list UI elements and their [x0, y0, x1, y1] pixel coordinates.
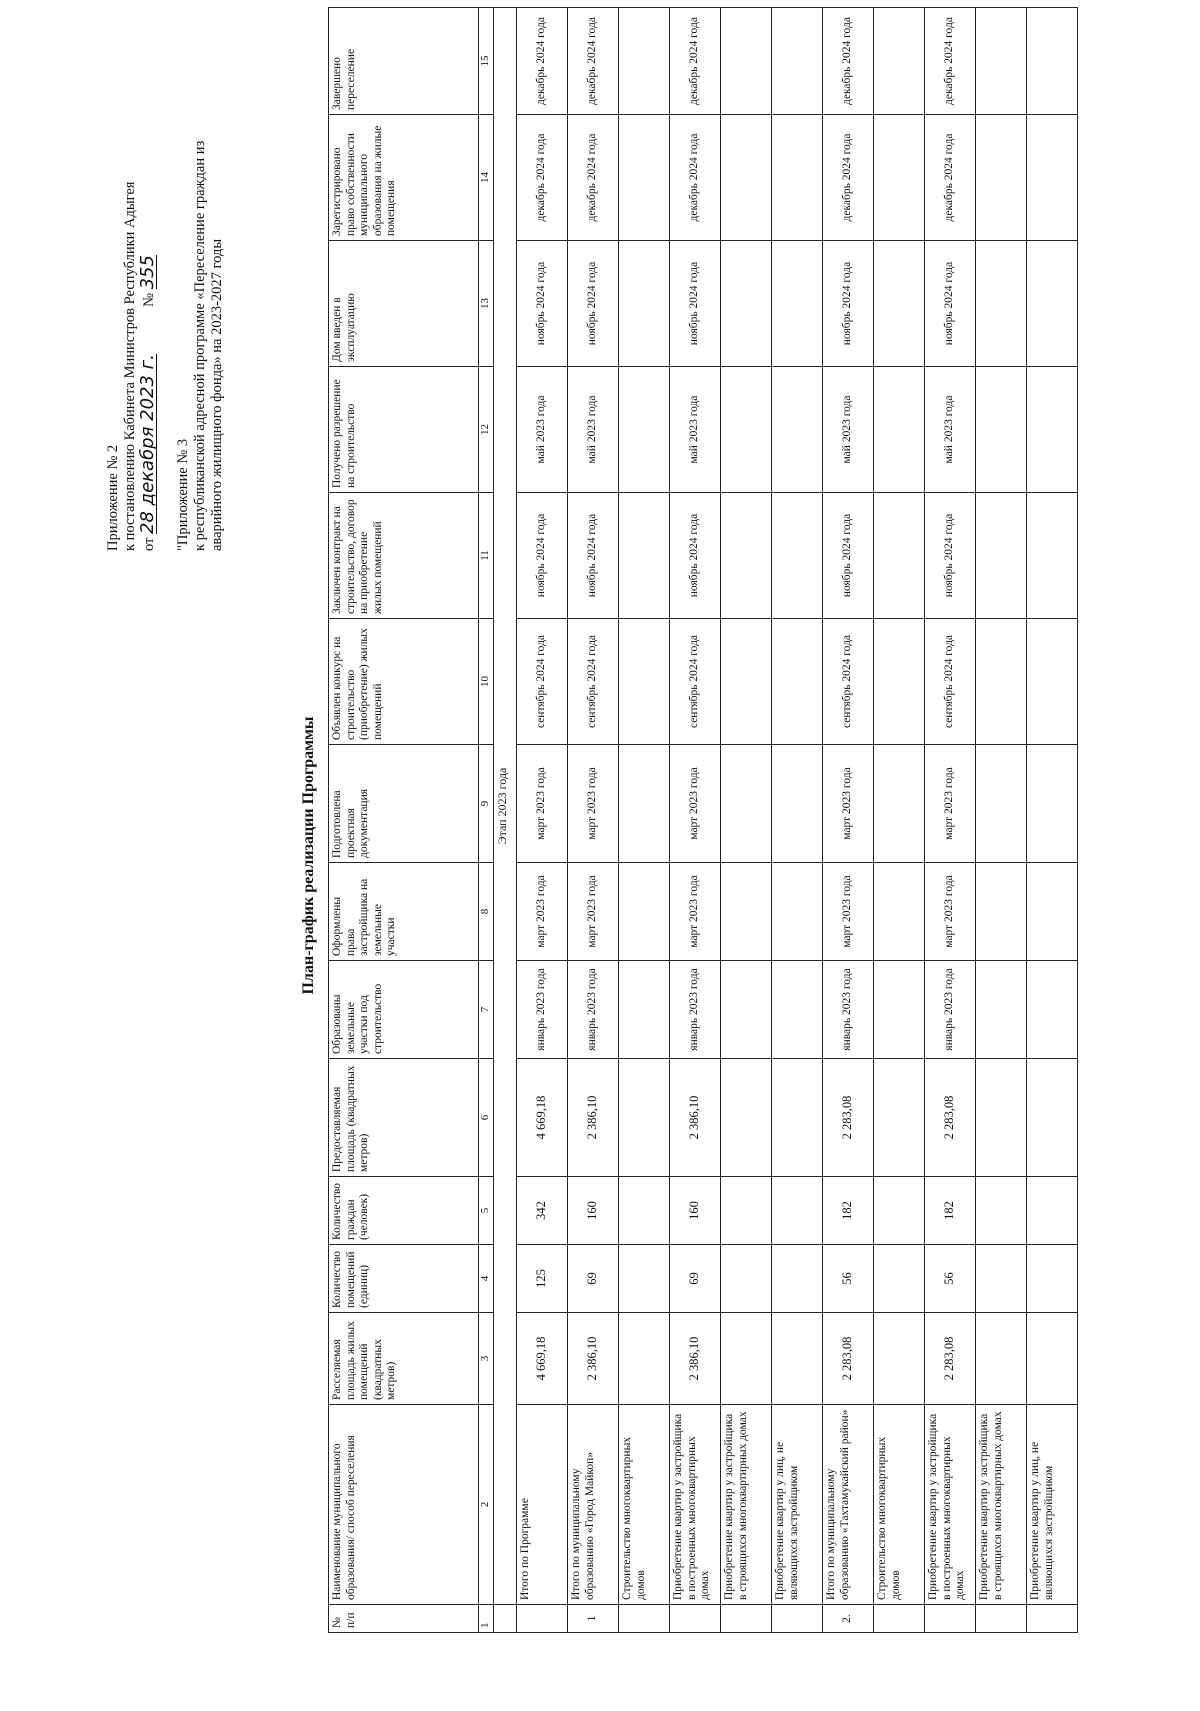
cell-units: 56	[823, 1245, 874, 1313]
column-number-9: 9	[479, 745, 494, 863]
cell-d7	[874, 961, 925, 1059]
column-header-10: Объявлен конкурс на строительство (приобретение) жилых помещений	[329, 619, 479, 745]
handwritten-number: 355	[137, 255, 158, 290]
cell-name: Приобретение квартир у лиц, не являющихся застройщиком	[1027, 1405, 1078, 1605]
cell-no	[1027, 1605, 1078, 1633]
cell-people: 182	[823, 1177, 874, 1245]
cell-units	[619, 1245, 670, 1313]
cell-people	[976, 1177, 1027, 1245]
document-header	[105, 31, 226, 551]
cell-no: 2.	[823, 1605, 874, 1633]
cell-no	[721, 1605, 772, 1633]
cell-d10: сентябрь 2024 года	[925, 619, 976, 745]
column-number-8: 8	[479, 863, 494, 961]
cell-people	[874, 1177, 925, 1245]
cell-no	[670, 1605, 721, 1633]
cell-d7: январь 2023 года	[670, 961, 721, 1059]
column-number-11: 11	[479, 493, 494, 619]
cell-d12	[1027, 367, 1078, 493]
cell-d12	[772, 367, 823, 493]
column-header-15: Завершено переселение	[329, 8, 479, 115]
cell-d12	[874, 367, 925, 493]
cell-d10	[976, 619, 1027, 745]
stage-label: Этап 2023 года	[494, 8, 517, 1605]
cell-no	[925, 1605, 976, 1633]
cell-people	[1027, 1177, 1078, 1245]
column-header-11: Заключен контракт на строительство, договор на приобретение жилых помещений	[329, 493, 479, 619]
cell-d13	[874, 241, 925, 367]
cell-d10: сентябрь 2024 года	[823, 619, 874, 745]
table-row	[1027, 8, 1078, 1633]
cell-d12: май 2023 года	[823, 367, 874, 493]
cell-no	[517, 1605, 568, 1633]
cell-d15: декабрь 2024 года	[823, 8, 874, 115]
column-number-2: 2	[479, 1405, 494, 1605]
number-prefix: №	[141, 293, 157, 307]
cell-d12	[976, 367, 1027, 493]
table-row	[568, 8, 619, 1633]
cell-d8	[721, 863, 772, 961]
cell-d15: декабрь 2024 года	[925, 8, 976, 115]
cell-d10	[721, 619, 772, 745]
cell-d7	[721, 961, 772, 1059]
cell-d9: март 2023 года	[517, 745, 568, 863]
cell-area	[976, 1313, 1027, 1405]
cell-name: Строительство многоквартирных домов	[874, 1405, 925, 1605]
table-header-row	[329, 8, 479, 1633]
cell-d14	[619, 115, 670, 241]
cell-area	[721, 1313, 772, 1405]
cell-units: 56	[925, 1245, 976, 1313]
cell-d14	[976, 115, 1027, 241]
cell-name: Итого по муниципальному образованию «Тахтамукайский район»	[823, 1405, 874, 1605]
cell-d9	[772, 745, 823, 863]
cell-provided	[976, 1059, 1027, 1177]
cell-name: Приобретение квартир у застройщика в построенных многоквартирных домах	[670, 1405, 721, 1605]
cell-d12: май 2023 года	[670, 367, 721, 493]
cell-no	[976, 1605, 1027, 1633]
cell-provided	[874, 1059, 925, 1177]
cell-d15	[619, 8, 670, 115]
cell-d11: ноябрь 2024 года	[670, 493, 721, 619]
cell-provided: 2 386,10	[670, 1059, 721, 1177]
table-row	[517, 8, 568, 1633]
cell-name: Приобретение квартир у застройщика в построенных многоквартирных домах	[925, 1405, 976, 1605]
cell-d13	[721, 241, 772, 367]
table-row	[874, 8, 925, 1633]
column-number-14: 14	[479, 115, 494, 241]
cell-d14: декабрь 2024 года	[823, 115, 874, 241]
cell-d14: декабрь 2024 года	[517, 115, 568, 241]
cell-d7: январь 2023 года	[823, 961, 874, 1059]
program-name-line: к республиканской адресной программе «Переселение граждан из	[192, 140, 208, 551]
cell-area	[619, 1313, 670, 1405]
cell-d7	[619, 961, 670, 1059]
cell-no	[619, 1605, 670, 1633]
cell-d11	[976, 493, 1027, 619]
table-row	[976, 8, 1027, 1633]
column-number-12: 12	[479, 367, 494, 493]
cell-no	[874, 1605, 925, 1633]
cell-area: 4 669,18	[517, 1313, 568, 1405]
cell-people	[772, 1177, 823, 1245]
cell-d12	[619, 367, 670, 493]
cell-d11	[619, 493, 670, 619]
cell-people	[721, 1177, 772, 1245]
column-number-7: 7	[479, 961, 494, 1059]
cell-d11	[874, 493, 925, 619]
cell-units: 69	[568, 1245, 619, 1313]
column-header-2: Наименование муниципального образования/ способ переселения	[329, 1405, 479, 1605]
cell-d14: декабрь 2024 года	[925, 115, 976, 241]
cell-d7: январь 2023 года	[925, 961, 976, 1059]
column-number-13: 13	[479, 241, 494, 367]
column-header-9: Подготовлена проектная документация	[329, 745, 479, 863]
cell-d8: март 2023 года	[670, 863, 721, 961]
program-years-line: аварийного жилищного фонда» на 2023-2027 годы	[209, 238, 225, 551]
column-number-row	[479, 8, 494, 1633]
cell-d9	[976, 745, 1027, 863]
cell-d13: ноябрь 2024 года	[670, 241, 721, 367]
cell-d13	[772, 241, 823, 367]
cell-people: 160	[670, 1177, 721, 1245]
cell-d13: ноябрь 2024 года	[925, 241, 976, 367]
cell-provided: 2 283,08	[925, 1059, 976, 1177]
column-header-1: № п/п	[329, 1605, 479, 1633]
cell-d9	[874, 745, 925, 863]
cell-area: 2 283,08	[823, 1313, 874, 1405]
column-header-14: Зарегистрировано право собственности муниципального образования на жилые помещения	[329, 115, 479, 241]
cell-no: 1	[568, 1605, 619, 1633]
cell-d9	[619, 745, 670, 863]
cell-area: 2 283,08	[925, 1313, 976, 1405]
cell-d8: март 2023 года	[823, 863, 874, 961]
cell-d15	[772, 8, 823, 115]
column-header-8: Оформлены права застройщика на земельные участки	[329, 863, 479, 961]
cell-d7: январь 2023 года	[568, 961, 619, 1059]
schedule-table	[328, 7, 1078, 1633]
document-title: План-график реализации Программы	[300, 716, 317, 995]
cell-d7	[976, 961, 1027, 1059]
cell-d13	[1027, 241, 1078, 367]
cell-provided: 2 386,10	[568, 1059, 619, 1177]
cell-d8: март 2023 года	[925, 863, 976, 961]
column-header-13: Дом введен в эксплуатацию	[329, 241, 479, 367]
cell-d8: март 2023 года	[517, 863, 568, 961]
cell-name: Приобретение квартир у застройщика в строящихся многоквартирных домах	[976, 1405, 1027, 1605]
cell-area	[1027, 1313, 1078, 1405]
cell-d12	[721, 367, 772, 493]
cell-d7	[772, 961, 823, 1059]
cell-provided: 4 669,18	[517, 1059, 568, 1177]
cell-people	[619, 1177, 670, 1245]
cell-d11: ноябрь 2024 года	[925, 493, 976, 619]
cell-d15	[721, 8, 772, 115]
cell-d14	[874, 115, 925, 241]
cell-d10: сентябрь 2024 года	[517, 619, 568, 745]
cell-d14: декабрь 2024 года	[670, 115, 721, 241]
cell-d15	[1027, 8, 1078, 115]
cell-d12: май 2023 года	[517, 367, 568, 493]
cell-name: Итого по муниципальному образованию «Город Майкоп»	[568, 1405, 619, 1605]
table-row	[721, 8, 772, 1633]
cell-no	[772, 1605, 823, 1633]
cell-units	[772, 1245, 823, 1313]
cell-units	[1027, 1245, 1078, 1313]
cell-d15: декабрь 2024 года	[670, 8, 721, 115]
cell-d8	[1027, 863, 1078, 961]
cell-d10	[1027, 619, 1078, 745]
appendix-line: Приложение № 2	[105, 444, 121, 551]
cell-d10: сентябрь 2024 года	[568, 619, 619, 745]
cell-d11: ноябрь 2024 года	[517, 493, 568, 619]
cell-d7: январь 2023 года	[517, 961, 568, 1059]
column-header-3: Расселяемая площадь жилых помещений (квадратных метров)	[329, 1313, 479, 1405]
cell-d13: ноябрь 2024 года	[568, 241, 619, 367]
cell-units	[976, 1245, 1027, 1313]
cell-area	[874, 1313, 925, 1405]
cell-d15	[976, 8, 1027, 115]
cell-d14	[772, 115, 823, 241]
cell-name: Приобретение квартир у лиц, не являющихся застройщиком	[772, 1405, 823, 1605]
cell-d12: май 2023 года	[925, 367, 976, 493]
cell-d13	[619, 241, 670, 367]
cell-name: Приобретение квартир у застройщика в строящихся многоквартирных домах	[721, 1405, 772, 1605]
stage-row	[494, 8, 517, 1633]
cell-d14: декабрь 2024 года	[568, 115, 619, 241]
cell-provided	[1027, 1059, 1078, 1177]
cell-name: Итого по Программе	[517, 1405, 568, 1605]
cell-d8	[874, 863, 925, 961]
cell-d8: март 2023 года	[568, 863, 619, 961]
cell-d10	[772, 619, 823, 745]
column-number-1: 1	[479, 1605, 494, 1633]
cell-d11	[772, 493, 823, 619]
cell-d10	[874, 619, 925, 745]
column-number-6: 6	[479, 1059, 494, 1177]
cell-d10	[619, 619, 670, 745]
table-row	[823, 8, 874, 1633]
table-row	[670, 8, 721, 1633]
cell-people: 342	[517, 1177, 568, 1245]
cell-d8	[976, 863, 1027, 961]
cell-units	[721, 1245, 772, 1313]
cell-area: 2 386,10	[568, 1313, 619, 1405]
cell-d11: ноябрь 2024 года	[568, 493, 619, 619]
cell-units: 69	[670, 1245, 721, 1313]
cell-d9: март 2023 года	[925, 745, 976, 863]
cell-d11	[1027, 493, 1078, 619]
cell-d15: декабрь 2024 года	[568, 8, 619, 115]
cell-d11	[721, 493, 772, 619]
cell-area	[772, 1313, 823, 1405]
cell-d12: май 2023 года	[568, 367, 619, 493]
handwritten-date: 28 декабря 2023 г.	[137, 354, 158, 534]
cell-provided	[721, 1059, 772, 1177]
column-number-4: 4	[479, 1245, 494, 1313]
column-header-7: Образованы земельные участки под строительство	[329, 961, 479, 1059]
cell-d9: март 2023 года	[568, 745, 619, 863]
date-prefix: от	[141, 537, 157, 551]
cell-people: 160	[568, 1177, 619, 1245]
cell-units	[874, 1245, 925, 1313]
cell-d9: март 2023 года	[823, 745, 874, 863]
cell-d9	[721, 745, 772, 863]
column-header-12: Получено разрешение на строительство	[329, 367, 479, 493]
cell-provided: 2 283,08	[823, 1059, 874, 1177]
table-row	[925, 8, 976, 1633]
program-appendix-line: "Приложение № 3	[175, 438, 191, 551]
cell-d14	[1027, 115, 1078, 241]
cell-units: 125	[517, 1245, 568, 1313]
cell-d15	[874, 8, 925, 115]
cell-d14	[721, 115, 772, 241]
resolution-line: к постановлению Кабинета Министров Республики Адыгея	[122, 181, 138, 551]
cell-area: 2 386,10	[670, 1313, 721, 1405]
cell-d9	[1027, 745, 1078, 863]
cell-d13	[976, 241, 1027, 367]
column-number-15: 15	[479, 8, 494, 115]
table-row	[772, 8, 823, 1633]
cell-d8	[619, 863, 670, 961]
column-header-5: Количество граждан (человек)	[329, 1177, 479, 1245]
cell-d13: ноябрь 2024 года	[823, 241, 874, 367]
cell-d8	[772, 863, 823, 961]
table-row	[619, 8, 670, 1633]
cell-provided	[619, 1059, 670, 1177]
column-header-6: Предоставляемая площадь (квадратных метров)	[329, 1059, 479, 1177]
cell-people: 182	[925, 1177, 976, 1245]
column-header-4: Количество помещений (единиц)	[329, 1245, 479, 1313]
column-number-3: 3	[479, 1313, 494, 1405]
cell-d15: декабрь 2024 года	[517, 8, 568, 115]
column-number-5: 5	[479, 1177, 494, 1245]
cell-name: Строительство многоквартирных домов	[619, 1405, 670, 1605]
cell-d13: ноябрь 2024 года	[517, 241, 568, 367]
cell-d10: сентябрь 2024 года	[670, 619, 721, 745]
date-number-line	[139, 31, 158, 551]
cell-d7	[1027, 961, 1078, 1059]
cell-d9: март 2023 года	[670, 745, 721, 863]
column-number-10: 10	[479, 619, 494, 745]
cell-d11: ноябрь 2024 года	[823, 493, 874, 619]
cell-provided	[772, 1059, 823, 1177]
